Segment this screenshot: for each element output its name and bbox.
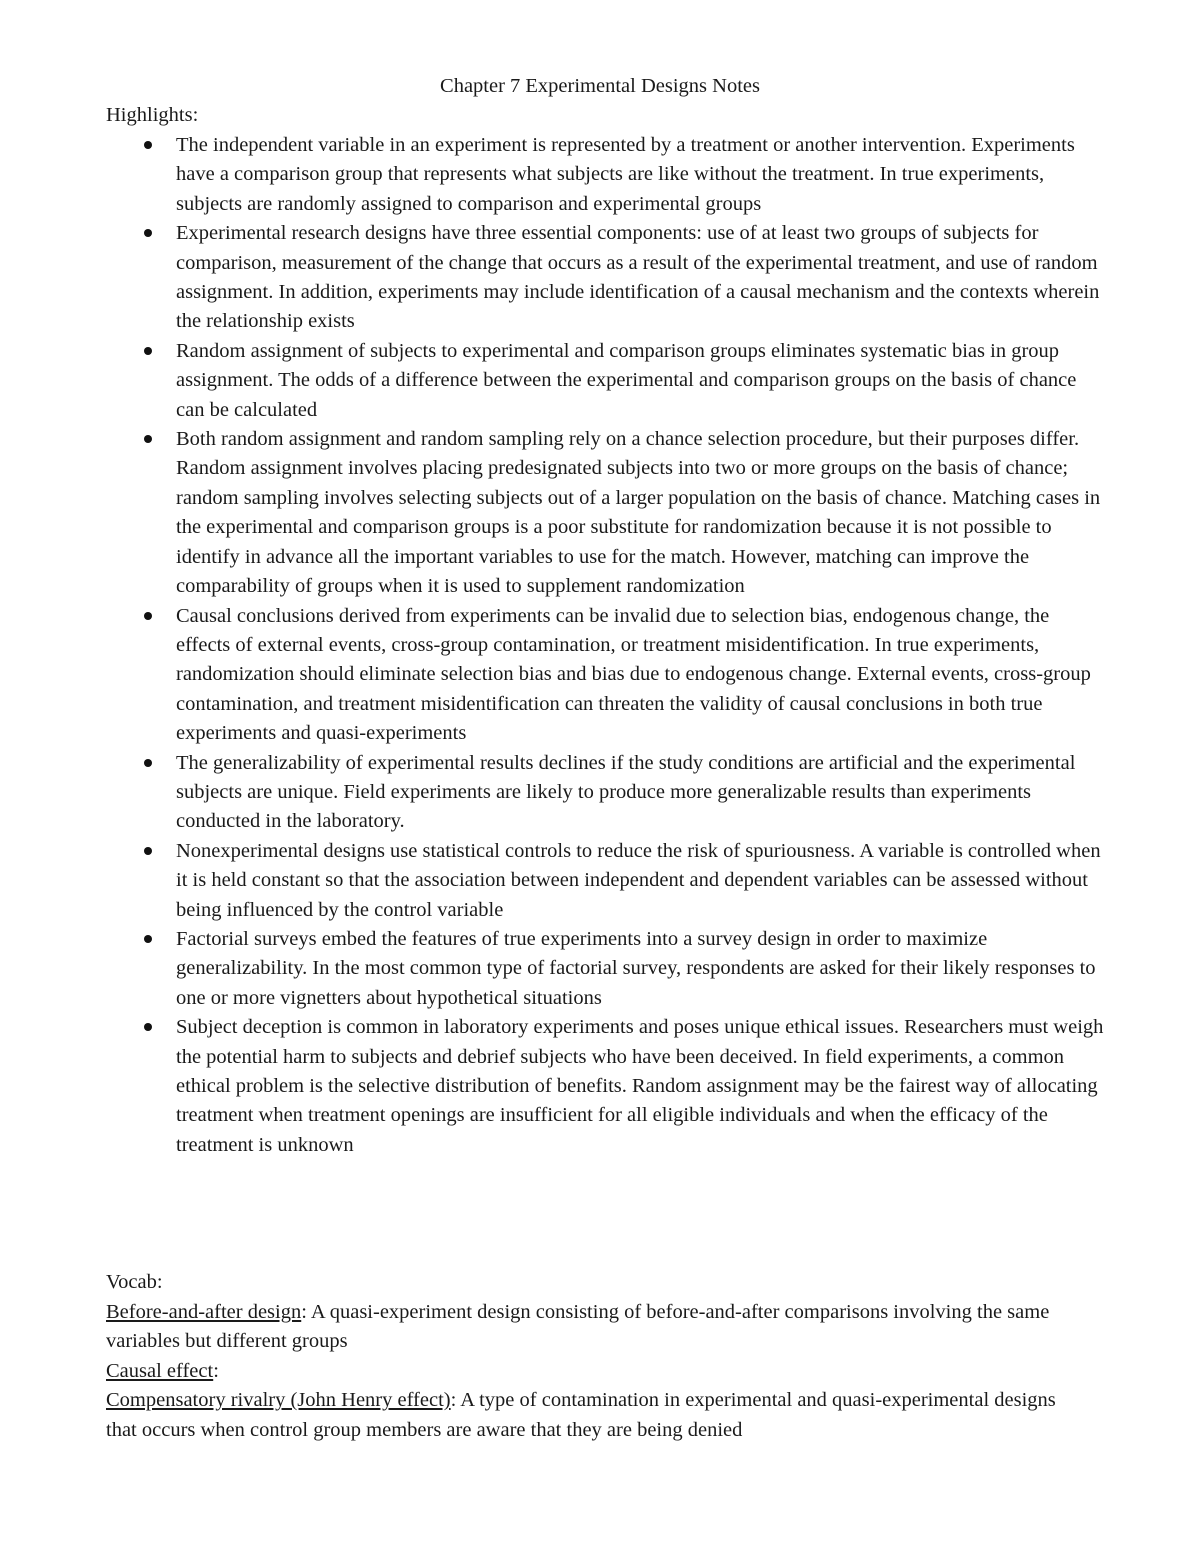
page-title: Chapter 7 Experimental Designs Notes [440, 75, 760, 97]
highlight-text: The independent variable in an experiment is represented by a treatment or another intervention. Experiments have a comparison group that represents what subjects are like without the treatment. In true experiments, subjects are randomly assigned to comparison and experimental groups [176, 134, 1075, 215]
bullet-icon [144, 612, 152, 620]
vocab-entry [106, 1298, 1066, 1357]
vocab-definition: : [213, 1359, 219, 1382]
bullet-icon [144, 435, 152, 443]
bullet-icon [144, 229, 152, 237]
bullet-icon [144, 935, 152, 943]
highlight-text: Factorial surveys embed the features of true experiments into a survey design in order to maximize generalizability. In the most common type of factorial survey, respondents are asked for their likely responses to one or more vignetters about hypothetical situations [176, 927, 1096, 1009]
vocab-entry [106, 1386, 1066, 1445]
bullet-icon [144, 141, 152, 149]
highlights-heading: Highlights: [106, 104, 199, 126]
vocab-definition: : A type of contamination in experimental and quasi-experimental designs that occurs when control group members are aware that they are being denied [106, 1389, 1056, 1441]
highlight-text: Both random assignment and random sampling rely on a chance selection procedure, but their purposes differ. Random assignment involves placing predesignated subjects into two or more groups on the basis of chance; random sampling involves selecting subjects out of a larger population on the basis of chance. Matching cases in the experimental and comparison groups is a poor substitute for randomization because it is not possible to identify in advance all the important variables to use for the match. However, matching can improve the comparability of groups when it is used to supplement randomization [176, 428, 1101, 598]
bullet-icon [144, 347, 152, 355]
list-item [106, 425, 1106, 601]
highlight-text: Subject deception is common in laboratory experiments and poses unique ethical issues. Researchers must weigh the potential harm to subjects and debrief subjects who have been deceived. In field experiments, a common ethical problem is the selective distribution of benefits. Random assignment may be the fairest way of allocating treatment when treatment openings are insufficient for all eligible individuals and when the efficacy of the treatment is unknown [176, 1016, 1104, 1156]
highlight-text: The generalizability of experimental results declines if the study conditions are artificial and the experimental subjects are unique. Field experiments are likely to produce more generalizable results than experiments conducted in the laboratory. [176, 751, 1076, 833]
highlight-text: Random assignment of subjects to experimental and comparison groups eliminates systematic bias in group assignment. The odds of a difference between the experimental and comparison groups on the basis of chance can be calculated [176, 339, 1077, 421]
vocab-term: Before-and-after design [106, 1301, 302, 1323]
list-item [106, 925, 1106, 1013]
list-item [106, 1013, 1106, 1160]
list-item [106, 837, 1106, 925]
list-item [106, 131, 1106, 219]
list-item [106, 337, 1106, 425]
bullet-icon [144, 759, 152, 767]
vocab-definition: : A quasi-experiment design consisting of before-and-after comparisons involving the same variables but different groups [106, 1301, 1050, 1353]
list-item [106, 749, 1106, 837]
vocab-term: Compensatory rivalry (John Henry effect) [106, 1389, 451, 1412]
bullet-icon [144, 1023, 152, 1031]
vocab-heading: Vocab: [106, 1271, 163, 1293]
highlights-list [106, 131, 1106, 1160]
vocab-list [106, 1298, 1066, 1445]
vocab-entry [106, 1357, 1066, 1386]
list-item [106, 219, 1106, 337]
bullet-icon [144, 847, 152, 855]
highlight-text: Causal conclusions derived from experiments can be invalid due to selection bias, endogenous change, the effects of external events, cross-group contamination, or treatment misidentification. In true experiments, randomization should eliminate selection bias and bias due to endogenous change. External events, cross-group contamination, and treatment misidentification can threaten the validity of causal conclusions in both true experiments and quasi-experiments [176, 604, 1091, 745]
vocab-term: Causal effect [106, 1359, 214, 1382]
list-item [106, 602, 1106, 749]
highlight-text: Nonexperimental designs use statistical controls to reduce the risk of spuriousness. A variable is controlled when it is held constant so that the association between independent and dependent variables can be assessed without being influenced by the control variable [176, 839, 1101, 921]
highlight-text: Experimental research designs have three essential components: use of at least two groups of subjects for comparison, measurement of the change that occurs as a result of the experimental treatment, and use of random assignment. In addition, experiments may include identification of a causal mechanism and the contexts wherein the relationship exists [176, 222, 1100, 333]
